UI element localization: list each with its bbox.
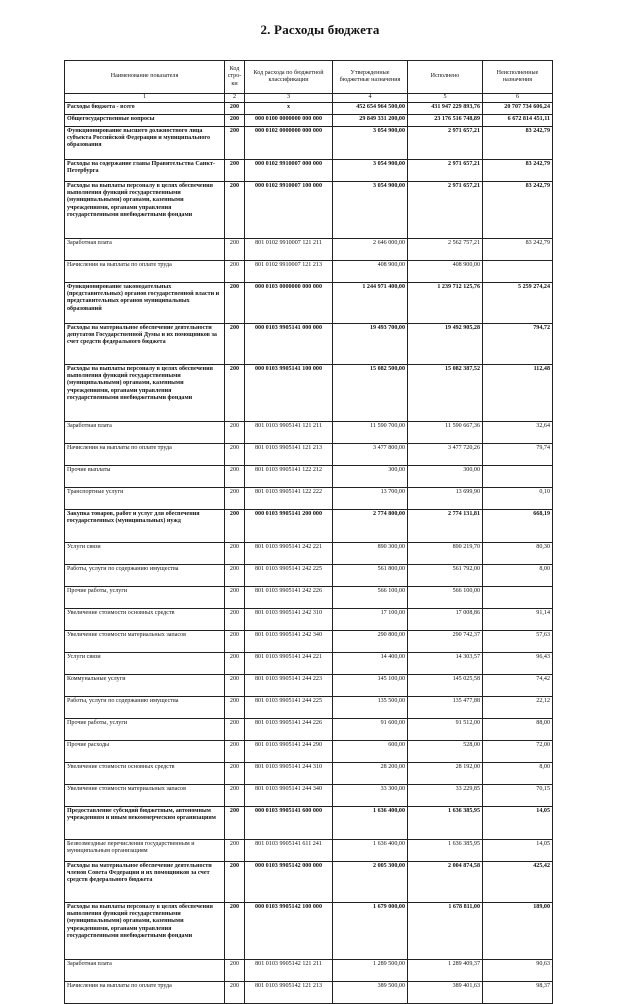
row-name: Общегосударственные вопросы xyxy=(65,115,225,127)
row-line-code: 200 xyxy=(225,324,245,365)
row-name: Расходы на выплаты персоналу в целях обеспечения выполнения функций государственными (муниципальными) органами, казенными учреждениями, органами управления государственными внебюджетными фондами xyxy=(65,365,225,422)
row-name: Закупка товаров, работ и услуг для обеспечения государственных (муниципальных) нужд xyxy=(65,510,225,543)
row-budget-code: 801 0103 9905141 242 221 xyxy=(245,543,333,565)
row-unexecuted: 14,05 xyxy=(483,807,553,840)
column-number: 5 xyxy=(408,94,483,103)
row-approved: 408 900,00 xyxy=(333,261,408,283)
row-executed: 890 219,70 xyxy=(408,543,483,565)
table-row xyxy=(65,653,553,675)
row-executed: 1 239 712 125,76 xyxy=(408,283,483,324)
row-budget-code: 801 0103 9905141 242 340 xyxy=(245,631,333,653)
row-unexecuted: 20 707 734 606,24 xyxy=(483,103,553,115)
table-row xyxy=(65,807,553,840)
row-approved: 2 005 300,00 xyxy=(333,862,408,903)
row-line-code: 200 xyxy=(225,365,245,422)
table-row xyxy=(65,488,553,510)
row-executed: 528,00 xyxy=(408,741,483,763)
row-budget-code: 000 0103 9905141 000 000 xyxy=(245,324,333,365)
row-approved: 91 600,00 xyxy=(333,719,408,741)
row-line-code: 200 xyxy=(225,261,245,283)
row-line-code: 200 xyxy=(225,466,245,488)
row-name: Расходы на выплаты персоналу в целях обеспечения выполнения функций государственными (муниципальными) органами, казенными учреждениями, органами управления государственными внебюджетными фондами xyxy=(65,182,225,239)
row-name: Расходы бюджета - всего xyxy=(65,103,225,115)
row-executed: 135 477,88 xyxy=(408,697,483,719)
table-row xyxy=(65,840,553,862)
row-line-code: 200 xyxy=(225,675,245,697)
row-line-code: 200 xyxy=(225,239,245,261)
row-approved: 452 654 964 500,00 xyxy=(333,103,408,115)
row-executed: 566 100,00 xyxy=(408,587,483,609)
table-row xyxy=(65,510,553,543)
row-budget-code: 000 0103 9905141 100 000 xyxy=(245,365,333,422)
row-executed: 2 004 874,58 xyxy=(408,862,483,903)
row-executed: 2 971 657,21 xyxy=(408,182,483,239)
row-approved: 600,00 xyxy=(333,741,408,763)
row-budget-code: x xyxy=(245,103,333,115)
row-name: Предоставление субсидий бюджетным, автономным учреждениям и иным некоммерческим организациям xyxy=(65,807,225,840)
table-row xyxy=(65,182,553,239)
row-name: Безвозмездные перечисления государственным и муниципальным организациям xyxy=(65,840,225,862)
table-row xyxy=(65,261,553,283)
table-row xyxy=(65,543,553,565)
row-name: Прочие работы, услуги xyxy=(65,587,225,609)
row-budget-code: 000 0103 9905141 600 000 xyxy=(245,807,333,840)
row-name: Начисления на выплаты по оплате труда xyxy=(65,261,225,283)
row-unexecuted: 70,15 xyxy=(483,785,553,807)
row-budget-code: 801 0103 9905141 121 211 xyxy=(245,422,333,444)
row-name: Прочие выплаты xyxy=(65,466,225,488)
header-name: Наименование показателя xyxy=(65,61,225,94)
row-budget-code: 000 0103 9905142 000 000 xyxy=(245,862,333,903)
row-line-code: 200 xyxy=(225,763,245,785)
row-name: Увеличение стоимости основных средств xyxy=(65,763,225,785)
row-approved: 1 679 000,00 xyxy=(333,903,408,960)
row-name: Транспортные услуги xyxy=(65,488,225,510)
row-name: Услуги связи xyxy=(65,543,225,565)
table-row xyxy=(65,103,553,115)
row-executed: 1 289 409,37 xyxy=(408,960,483,982)
row-line-code: 200 xyxy=(225,903,245,960)
row-line-code: 200 xyxy=(225,182,245,239)
row-unexecuted: 91,14 xyxy=(483,609,553,631)
row-budget-code: 801 0103 9905141 242 310 xyxy=(245,609,333,631)
row-budget-code: 000 0102 0000000 000 000 xyxy=(245,127,333,160)
row-unexecuted: 6 672 814 451,11 xyxy=(483,115,553,127)
row-approved: 300,00 xyxy=(333,466,408,488)
row-line-code: 200 xyxy=(225,565,245,587)
row-executed: 2 971 657,21 xyxy=(408,127,483,160)
header-approved: Утвержденные бюджетные назначения xyxy=(333,61,408,94)
table-row xyxy=(65,960,553,982)
row-line-code: 200 xyxy=(225,609,245,631)
row-name: Начисления на выплаты по оплате труда xyxy=(65,982,225,1004)
row-approved: 3 054 900,00 xyxy=(333,127,408,160)
row-budget-code: 000 0102 9910007 000 000 xyxy=(245,160,333,182)
row-executed: 23 176 516 748,89 xyxy=(408,115,483,127)
row-unexecuted: 83 242,79 xyxy=(483,182,553,239)
row-budget-code: 000 0102 9910007 100 000 xyxy=(245,182,333,239)
row-line-code: 200 xyxy=(225,283,245,324)
row-name: Расходы на выплаты персоналу в целях обеспечения выполнения функций государственными (муниципальными) органами, казенными учреждениями, органами управления государственными внебюджетными фондами xyxy=(65,903,225,960)
table-row xyxy=(65,741,553,763)
row-unexecuted: 88,00 xyxy=(483,719,553,741)
row-executed: 290 742,37 xyxy=(408,631,483,653)
row-name: Заработная плата xyxy=(65,422,225,444)
row-approved: 3 477 800,00 xyxy=(333,444,408,466)
row-name: Работы, услуги по содержанию имущества xyxy=(65,697,225,719)
row-name: Работы, услуги по содержанию имущества xyxy=(65,565,225,587)
row-executed: 1 636 385,95 xyxy=(408,840,483,862)
header-executed: Исполнено xyxy=(408,61,483,94)
row-line-code: 200 xyxy=(225,587,245,609)
row-approved: 15 082 500,00 xyxy=(333,365,408,422)
row-unexecuted: 5 259 274,24 xyxy=(483,283,553,324)
row-unexecuted xyxy=(483,587,553,609)
row-budget-code: 801 0103 9905142 121 213 xyxy=(245,982,333,1004)
header-unexecuted: Неисполненные назначения xyxy=(483,61,553,94)
row-approved: 890 300,00 xyxy=(333,543,408,565)
row-unexecuted: 794,72 xyxy=(483,324,553,365)
row-executed: 300,00 xyxy=(408,466,483,488)
row-executed: 561 792,00 xyxy=(408,565,483,587)
row-executed: 2 774 131,81 xyxy=(408,510,483,543)
row-name: Услуги связи xyxy=(65,653,225,675)
row-name: Расходы на материальное обеспечение деятельности депутатов Государственной Думы и их помощников за счет средств федерального бюджета xyxy=(65,324,225,365)
table-row xyxy=(65,324,553,365)
table-row xyxy=(65,631,553,653)
row-approved: 1 636 400,00 xyxy=(333,807,408,840)
header-line-code: Код стро-ки xyxy=(225,61,245,94)
row-executed: 28 192,00 xyxy=(408,763,483,785)
row-line-code: 200 xyxy=(225,127,245,160)
row-budget-code: 801 0103 9905141 611 241 xyxy=(245,840,333,862)
row-executed: 15 082 387,52 xyxy=(408,365,483,422)
row-budget-code: 801 0103 9905141 242 226 xyxy=(245,587,333,609)
row-line-code: 200 xyxy=(225,719,245,741)
column-number: 6 xyxy=(483,94,553,103)
row-name: Функционирование законодательных (представительных) органов государственной власти и представительных органов муниципальных образований xyxy=(65,283,225,324)
row-unexecuted: 0,10 xyxy=(483,488,553,510)
table-row xyxy=(65,365,553,422)
row-line-code: 200 xyxy=(225,160,245,182)
row-approved: 145 100,00 xyxy=(333,675,408,697)
row-line-code: 200 xyxy=(225,115,245,127)
row-executed: 1 678 811,00 xyxy=(408,903,483,960)
row-budget-code: 801 0103 9905141 244 225 xyxy=(245,697,333,719)
row-line-code: 200 xyxy=(225,653,245,675)
row-executed: 2 971 657,21 xyxy=(408,160,483,182)
column-number: 4 xyxy=(333,94,408,103)
row-unexecuted: 79,74 xyxy=(483,444,553,466)
row-unexecuted: 98,37 xyxy=(483,982,553,1004)
document-title: 2. Расходы бюджета xyxy=(260,22,380,37)
table-row xyxy=(65,609,553,631)
row-executed: 33 229,85 xyxy=(408,785,483,807)
row-approved: 389 500,00 xyxy=(333,982,408,1004)
row-name: Коммунальные услуги xyxy=(65,675,225,697)
table-row xyxy=(65,127,553,160)
header-row xyxy=(65,61,553,94)
row-approved: 2 646 000,00 xyxy=(333,239,408,261)
row-approved: 11 590 700,00 xyxy=(333,422,408,444)
row-budget-code: 801 0103 9905141 244 340 xyxy=(245,785,333,807)
row-budget-code: 801 0102 9910007 121 213 xyxy=(245,261,333,283)
row-approved: 13 700,00 xyxy=(333,488,408,510)
row-unexecuted: 189,00 xyxy=(483,903,553,960)
row-unexecuted: 83 242,79 xyxy=(483,239,553,261)
column-number: 2 xyxy=(225,94,245,103)
row-name: Заработная плата xyxy=(65,239,225,261)
row-unexecuted: 22,12 xyxy=(483,697,553,719)
row-budget-code: 801 0103 9905141 121 213 xyxy=(245,444,333,466)
row-line-code: 200 xyxy=(225,697,245,719)
row-name: Увеличение стоимости материальных запасов xyxy=(65,785,225,807)
table-row xyxy=(65,466,553,488)
row-unexecuted: 83 242,79 xyxy=(483,127,553,160)
row-budget-code: 801 0102 9910007 121 211 xyxy=(245,239,333,261)
table-row xyxy=(65,160,553,182)
row-line-code: 200 xyxy=(225,631,245,653)
row-budget-code: 000 0103 0000000 000 000 xyxy=(245,283,333,324)
row-line-code: 200 xyxy=(225,444,245,466)
table-row xyxy=(65,903,553,960)
row-unexecuted: 32,64 xyxy=(483,422,553,444)
row-approved: 135 500,00 xyxy=(333,697,408,719)
row-budget-code: 801 0103 9905141 122 222 xyxy=(245,488,333,510)
row-budget-code: 801 0103 9905142 121 211 xyxy=(245,960,333,982)
table-row xyxy=(65,982,553,1004)
row-approved: 33 300,00 xyxy=(333,785,408,807)
table-row xyxy=(65,697,553,719)
row-budget-code: 000 0100 0000000 000 000 xyxy=(245,115,333,127)
row-budget-code: 801 0103 9905141 122 212 xyxy=(245,466,333,488)
table-row xyxy=(65,862,553,903)
column-number: 1 xyxy=(65,94,225,103)
row-approved: 19 493 700,00 xyxy=(333,324,408,365)
row-executed: 1 636 385,95 xyxy=(408,807,483,840)
row-approved: 1 289 500,00 xyxy=(333,960,408,982)
row-approved: 3 054 900,00 xyxy=(333,160,408,182)
row-name: Увеличение стоимости материальных запасов xyxy=(65,631,225,653)
row-line-code: 200 xyxy=(225,543,245,565)
row-unexecuted: 74,42 xyxy=(483,675,553,697)
row-executed: 19 492 905,28 xyxy=(408,324,483,365)
row-executed: 13 699,90 xyxy=(408,488,483,510)
row-unexecuted: 96,43 xyxy=(483,653,553,675)
row-name: Начисления на выплаты по оплате труда xyxy=(65,444,225,466)
row-budget-code: 801 0103 9905141 244 221 xyxy=(245,653,333,675)
row-executed: 11 590 667,36 xyxy=(408,422,483,444)
row-executed: 2 562 757,21 xyxy=(408,239,483,261)
row-line-code: 200 xyxy=(225,862,245,903)
row-executed: 389 401,63 xyxy=(408,982,483,1004)
table-row xyxy=(65,283,553,324)
row-name: Прочие работы, услуги xyxy=(65,719,225,741)
row-line-code: 200 xyxy=(225,840,245,862)
row-executed: 17 008,86 xyxy=(408,609,483,631)
row-unexecuted: 57,63 xyxy=(483,631,553,653)
row-budget-code: 801 0103 9905141 242 225 xyxy=(245,565,333,587)
row-approved: 14 400,00 xyxy=(333,653,408,675)
row-line-code: 200 xyxy=(225,807,245,840)
row-name: Увеличение стоимости основных средств xyxy=(65,609,225,631)
table-row xyxy=(65,785,553,807)
row-unexecuted: 90,63 xyxy=(483,960,553,982)
row-executed: 431 947 229 893,76 xyxy=(408,103,483,115)
row-unexecuted: 8,00 xyxy=(483,565,553,587)
table-row xyxy=(65,239,553,261)
row-budget-code: 000 0103 9905141 200 000 xyxy=(245,510,333,543)
row-approved: 29 849 331 200,00 xyxy=(333,115,408,127)
row-unexecuted: 8,00 xyxy=(483,763,553,785)
row-executed: 145 025,58 xyxy=(408,675,483,697)
row-budget-code: 801 0103 9905141 244 310 xyxy=(245,763,333,785)
row-line-code: 200 xyxy=(225,982,245,1004)
row-approved: 2 774 800,00 xyxy=(333,510,408,543)
header-budget-code: Код расхода по бюджетной классификации xyxy=(245,61,333,94)
row-approved: 28 200,00 xyxy=(333,763,408,785)
row-executed: 91 512,00 xyxy=(408,719,483,741)
row-line-code: 200 xyxy=(225,103,245,115)
row-budget-code: 801 0103 9905141 244 223 xyxy=(245,675,333,697)
table-row xyxy=(65,565,553,587)
row-name: Заработная плата xyxy=(65,960,225,982)
row-executed: 3 477 720,26 xyxy=(408,444,483,466)
table-row xyxy=(65,719,553,741)
row-budget-code: 801 0103 9905141 244 226 xyxy=(245,719,333,741)
row-unexecuted: 80,30 xyxy=(483,543,553,565)
row-unexecuted xyxy=(483,261,553,283)
row-name: Прочие расходы xyxy=(65,741,225,763)
row-line-code: 200 xyxy=(225,785,245,807)
table-row xyxy=(65,422,553,444)
expenditure-table xyxy=(64,60,553,1004)
row-executed: 14 303,57 xyxy=(408,653,483,675)
row-line-code: 200 xyxy=(225,741,245,763)
table-row xyxy=(65,444,553,466)
row-unexecuted: 83 242,79 xyxy=(483,160,553,182)
row-approved: 290 800,00 xyxy=(333,631,408,653)
row-approved: 566 100,00 xyxy=(333,587,408,609)
row-name: Расходы на содержание главы Правительства Санкт-Петербурга xyxy=(65,160,225,182)
table-row xyxy=(65,675,553,697)
table-row xyxy=(65,763,553,785)
row-unexecuted: 72,00 xyxy=(483,741,553,763)
table-row xyxy=(65,587,553,609)
row-unexecuted: 112,48 xyxy=(483,365,553,422)
row-line-code: 200 xyxy=(225,488,245,510)
row-approved: 1 636 400,00 xyxy=(333,840,408,862)
row-line-code: 200 xyxy=(225,960,245,982)
column-number: 3 xyxy=(245,94,333,103)
row-budget-code: 801 0103 9905141 244 290 xyxy=(245,741,333,763)
row-unexecuted: 425,42 xyxy=(483,862,553,903)
row-approved: 17 100,00 xyxy=(333,609,408,631)
row-unexecuted: 668,19 xyxy=(483,510,553,543)
table-row xyxy=(65,115,553,127)
row-unexecuted: 14,05 xyxy=(483,840,553,862)
row-executed: 408 900,00 xyxy=(408,261,483,283)
row-budget-code: 000 0103 9905142 100 000 xyxy=(245,903,333,960)
row-name: Функционирование высшего должностного лица субъекта Российской Федерации и муниципального образования xyxy=(65,127,225,160)
row-approved: 561 800,00 xyxy=(333,565,408,587)
column-number-row xyxy=(65,94,553,103)
row-name: Расходы на материальное обеспечение деятельности членов Совета Федерации и их помощников за счет средств федерального бюджета xyxy=(65,862,225,903)
row-approved: 3 054 900,00 xyxy=(333,182,408,239)
row-unexecuted xyxy=(483,466,553,488)
row-line-code: 200 xyxy=(225,422,245,444)
row-approved: 1 244 971 400,00 xyxy=(333,283,408,324)
row-line-code: 200 xyxy=(225,510,245,543)
